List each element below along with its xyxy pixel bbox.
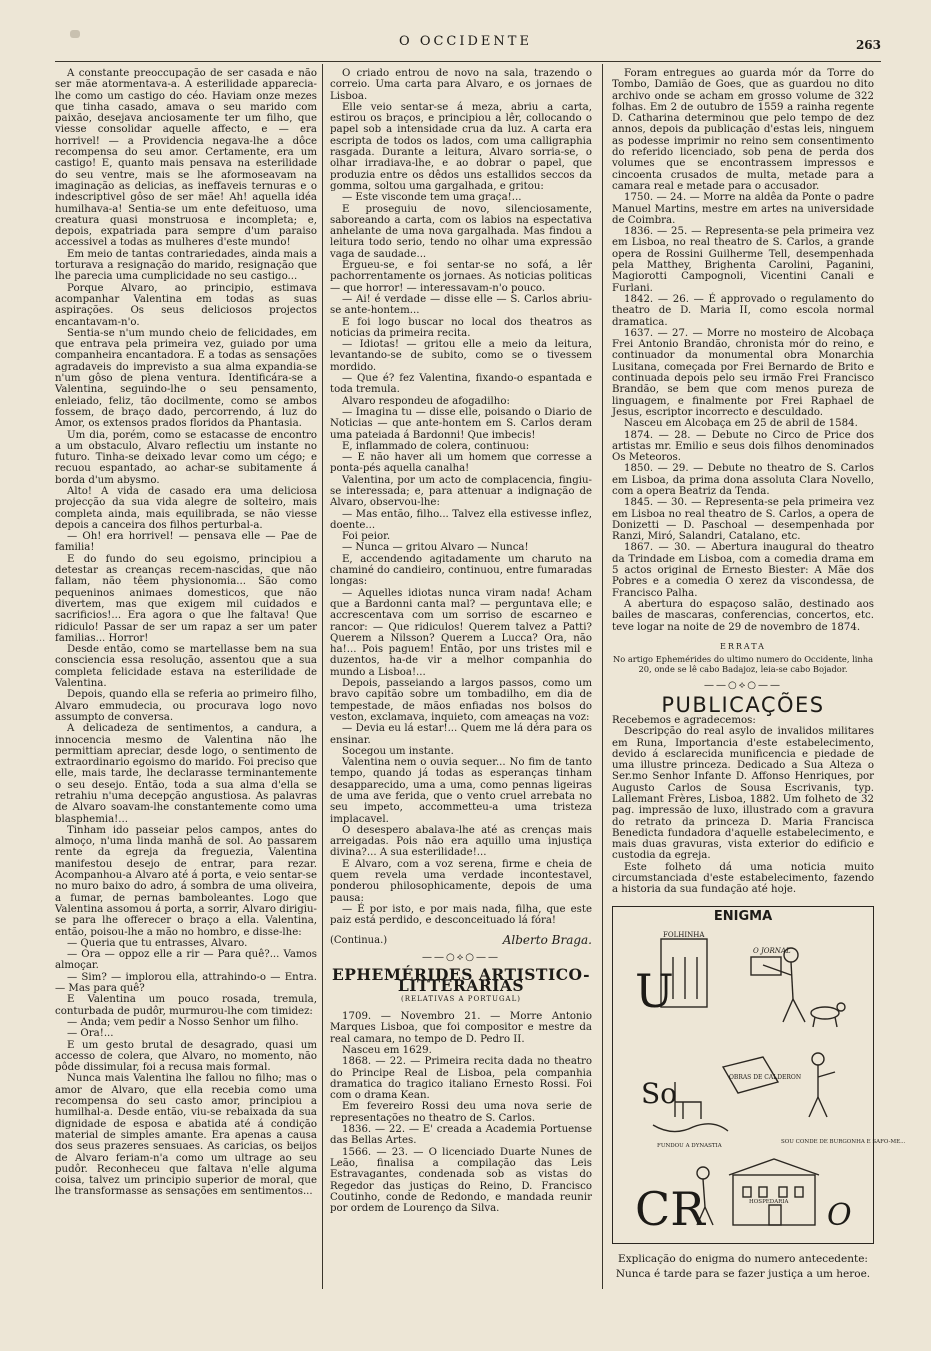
paragraph: Depois, passeiando a largos passos, como um bravo capitão sobre um tombadilho, em dia de tempestade, de mãos enfiadas nos bolsos do veston, exclamava, inquieto, com ameaças na voz: [330,678,592,723]
column-divider [602,64,603,1289]
label-fundou: FUNDOU A DYNASTIA [657,1142,722,1149]
story-signature [330,932,592,947]
paragraph: Alto! A vida de casado era uma deliciosa projecção da sua vida alegre de solteiro, mais completa ainda, mais equilibrada, se não viesse depois a canceira dos filhos perturbal-a. [55,485,317,531]
paragraph: 1842. — 26. — É approvado o regulamento do theatro de D. Maria II, como escola normal dramatica. [612,293,874,328]
column-divider [322,64,323,1289]
jester-figure [697,1167,709,1179]
explicacao-line-2: Nunca é tarde para se fazer justiça a um heroe. [615,1267,871,1280]
label-obras: OBRAS DE CALDERON [729,1073,802,1081]
page-header [0,34,931,56]
column-1 [55,68,317,1290]
publicacoes-title: PUBLICAÇÕES [661,692,825,717]
paragraph: Depois, quando ella se referia ao primeiro filho, Alvaro emmudecia, ou procurava logo novo assumpto de conversa. [55,689,317,723]
paragraph: E Alvaro, com a voz serena, firme e cheia de quem revela uma verdade incontestavel, ponderou philosophicamente, depois de uma pausa: [330,858,592,904]
paragraph: Foi peior. [342,531,391,543]
paragraph: E um gesto brutal de desagrado, quasi um accesso de colera, que Alvaro, no momento, não pôde dissimular, foi a recusa mais formal. [55,1039,317,1074]
letter-so: So [641,1076,678,1110]
paragraph: — Este visconde tem uma graça!... [342,192,522,204]
paragraph: Valentina nem o ouvia sequer... No fim de tanto tempo, quando já todas as esperanças tinham desapparecido, uma a uma, como pennas ligeiras de uma ave ferida, que o vento cruel arrebata no seu impeto, accommetteu-a uma tristeza implacavel. [330,757,592,825]
paragraph: — Sim? — implorou ella, attrahindo-o — Entra. — Mas para quê? [55,971,317,995]
paragraph: Foram entregues ao guarda mór da Torre do Tombo, Damião de Goes, que as guardou no dito archivo onde se acham em grosso volume de 322 folhas. Em 2 de outubro de 1559 a rainha regente D. Catharina determinou que pelo tempo de dez annos, depois da publicação d'estas leis, ninguem as podesse imprimir no reino sem consentimento do referido licenciado, sob pena de perda dos volumes que se encontrassem impressos e cincoenta crusados de multa, metade para a camara real e metade para o accusador. [612,68,874,192]
paragraph: Em meio de tantas contrariedades, ainda mais a torturava a resignação do marido, resignação que lhe parecia uma cumplicidade no seu castigo... [55,248,317,283]
paragraph: E foi logo buscar no local dos theatros as noticias da primeira recita. [330,316,592,339]
enigma-drawing [613,907,906,1243]
paragraph: 1750. — 24. — Morre na aldêa da Ponte o padre Manuel Martins, mestre em artes na universidade de Coimbra. [612,192,874,226]
paragraph: O desespero abalava-lhe até as crenças mais arreigadas. Pois não era aquillo uma injustiça divina?... A sua esterilidade!... [330,824,592,859]
paragraph: — Idiotas! — gritou elle a meio da leitura, levantando-se de subito, como se o tivessem mordido. [330,339,592,373]
letter-o: O [827,1197,852,1233]
paragraph: 1845. — 30. — Representa-se pela primeira vez em Lisboa no real theatro de S. Carlos, a opera de Donizetti — D. Paschoal — desempenhada por Ranzi, Miró, Salandri, Catalano, etc. [612,497,874,543]
paragraph: E do fundo do seu egoismo, principiou a detestar as creanças recem-nascidas, que não fallam, não têem physionomia... São como pequeninos animaes domesticos, que não divertem, mas que exigem mil cuidados e sacrificios!... Era agora o que lhe faltava! Que ridiculo! Passar de ser um rapaz a ser um pater familias... Horror! [55,553,317,644]
paragraph: — Queria que tu entrasses, Alvaro. [67,937,248,949]
letter-cr: CR [635,1181,705,1236]
header-rule [55,61,881,62]
letter-u: U [635,963,674,1018]
ornament-divider: ——○⟡○—— [421,951,501,963]
banner-fundou [653,1123,728,1131]
paragraph: Sentia-se n'um mundo cheio de felicidades, em que entrava pela primeira vez, guiado por uma companheira encantadora. E a todas as sensações agradaveis do imprevisto a sua alma expandia-se n'um gôso de plena ventura. Identificára-se a Valentina, seguindo-lhe o seu pensamento, enleiado, feliz, tão docilmente, como se ambos fossem, de braço dado, percorrendo, á luz do Amor, os extensos prados floridos da Phantasia. [55,327,317,430]
publicacoes-intro: Recebemos e agradecemos: [612,714,756,726]
column-2 [330,68,592,1290]
paragraph: O criado entrou de novo na sala, trazendo o correio. Uma carta para Alvaro, e os jornaes de Lisboa. [330,68,592,102]
journal-title: O OCCIDENTE [399,34,532,49]
paragraph: Desde então, como se martellasse bem na sua consciencia essa resolução, assentou que a sua completa felicidade estava na esterilidade de Valentina. [55,644,317,690]
paragraph: Em fevereiro Rossi deu uma nova serie de representações no theatro de S. Carlos. [330,1101,592,1124]
paragraph: 1850. — 29. — Debute no theatro de S. Carlos em Lisboa, da prima dona assoluta Clara Novello, com a opera Beatriz da Tenda. [612,463,874,497]
paragraph: — Que é? fez Valentina, fixando-o espantada e toda tremula. [330,373,592,396]
paragraph: Porque Alvaro, ao principio, estimava acompanhar Valentina em todas as suas aspirações. Os seus deliciosos projectos encantavam-n'o. [55,282,317,328]
errata-title: ERRATA [720,641,766,651]
paragraph: E, inflammado de colera, continuou: [342,440,530,452]
paragraph: Nasceu em Alcobaça em 25 de abril de 1584. [624,418,858,430]
paragraph: 1566. — 23. — O licenciado Duarte Nunes de Leão, finalisa a compilação das Leis Estravagantes, condenada sob as vistas do Regedor das justiças do Reino, D. Francisco Coutinho, conde de Redondo, e mandada reunir por ordem de Lourenço da Silva. [330,1146,592,1215]
column-3 [612,68,906,1290]
continua-label: (Continua.) [330,934,388,946]
paragraph: Nunca mais Valentina lhe fallou no filho; mas o amor de Alvaro, que ella recebia como uma recompensa do seu casto amor, principiou a humilhal-a. Desde então, viu-se rebaixada da sua dignidade de esposa e abatida até á condição material de simples amante. Era apenas a causa dos seus prazeres sensuaes. As caricias, os beijos de Alvaro feriam-n'a como um ultrage ao seu pudôr. Reconheceu que faltava n'elle alguma coisa, talvez um principio superior de moral, que lhe transformasse as sensações em sentimentos... [55,1073,317,1198]
paragraph: — Ora!... [67,1028,114,1040]
chair [675,1082,701,1119]
paragraph: Elle veio sentar-se á meza, abriu a carta, estirou os braços, e principiou a lêr, collocando o papel sob a intensidade crua da luz. A carta era escripta de todos os lados, com uma calligraphia rasgada. Durante a leitura, Alvaro sorria-se, o olhar irradiava-lhe, e ao dobrar o papel, que produzia entre os dêdos uns estallidos seccos da gomma, soltou uma gargalhada, e gritou: [330,101,592,192]
paragraph: — É por isto, e por mais nada, filha, que este paiz está perdido, e desconceituado lá fóra! [330,903,592,927]
label-hospedaria: HOSPEDARIA [749,1198,789,1205]
paragraph: — Aquelles idiotas nunca viram nada! Acham que a Bardonni canta mal? — perguntava elle; e accrescentava com um sorriso de escarneo e rancor: — Que ridiculos! Querem talvez a Patti? Querem a Nilsson? Querem a Lucca? Ora, não ha!... Pois paguem! Então, por uns tristes mil e duzentos, ha-de vir a melhor companhia do mundo a Lisboa!... [330,587,592,678]
paragraph: — Nunca — gritou Alvaro — Nunca! [342,542,529,554]
paragraph: — Anda; vem pedir a Nosso Senhor um filho. [67,1016,299,1028]
paragraph: — Imagina tu — disse elle, poisando o Diario de Noticias — que ante-hontem em S. Carlos deram uma pateiada á Bardonni! Que imbecis! [330,406,592,441]
paragraph: A constante preoccupação de ser casada e não ser mãe atormentava-a. A esterilidade apparecia-lhe como um castigo do céo. Haviam onze mezes que tinha casado, amava o seu marido com paixão, desejava anciosamente ter um filho, que viesse consolidar aquelle affecto, e — era horrivel! — a Providencia negava-lhe a dôce recompensa do seu amor. Certamente, era um castigo! E, quanto mais pensava na esterilidade do seu ventre, mais se lhe aformoseavam na imaginação as delicias, as ineffaveis ternuras e o indescriptivel gôso de ser mãe! Ah! aquella idéa humilhava-a! Sentia-se um ente defeituoso, uma creatura quasi monstruosa e incompleta; e, depois, expatriada para sempre d'um paraiso accessivel a todas as mulheres d'este mundo! [55,68,317,249]
enigma-explanation [612,1252,874,1282]
label-jornal: O JORNAL [753,946,791,955]
paragraph: 1637. — 27. — Morre no mosteiro de Alcobaça Frei Antonio Brandão, chronista mór do reino, e continuador da monumental obra Monarchia Lusitana, começada por Frei Bernardo de Brito e continuada depois pelo seu irmão Frei Francisco Brandão, se bem que com menos pureza de linguagem, e finalmente por Frei Raphael de Jesus, escriptor incorrecto e desculdado. [612,327,874,418]
explicacao-line-1: Explicação do enigma do numero antecedente: [618,1252,868,1265]
paragraph: Valentina, por um acto de complacencia, fingiu-se interessada; e, para attenuar a indignação de Alvaro, observou-lhe: [330,474,592,509]
paragraph: Este folheto dá uma noticia muito circumstanciada d'este estabelecimento, fazendo a historia da sua fundação até hoje. [612,861,874,896]
paragraph: E, accendendo agitadamente um charuto na chaminé do candieiro, continuou, entre fumaradas longas: [330,553,592,588]
paragraph: E Valentina um pouco rosada, tremula, conturbada de pudôr, murmurou-lhe com timidez: [55,994,317,1017]
enigma-title: ENIGMA [713,908,773,924]
paragraph: 1867. — 30. — Abertura inaugural do theatro da Trindade em Lisboa, com a comedia drama em 5 actos original de Ernesto Biester: A Mãe dos Pobres e a comedia O xerez da viscondessa, de Francisco Palha. [612,542,874,599]
paragraph: A abertura do espaçoso salão, destinado aos bailes de mascaras, conferencias, concertos, etc. teve logar na noite de 29 de novembro de 1874. [612,598,874,633]
ornament-divider: ——○⟡○—— [703,680,783,692]
page-number: 263 [855,38,881,52]
author-name: Alberto Braga. [502,932,592,947]
paragraph: 1868. — 22. — Primeira recita dada no theatro do Principe Real de Lisboa, pela companhia dramatica do tragico italiano Ernesto Rossi. Foi com o drama Kean. [330,1056,592,1102]
paragraph: 1874. — 28. — Debute no Circo de Price dos artistas mr. Emilio e seus dois filhos denominados Os Meteoros. [612,429,874,464]
paragraph: — Oh! era horrivel! — pensava elle — Pae de familia! [55,531,317,554]
ephemerides-title: EPHEMÉRIDES ARTISTICO-LITTERARIAS [331,965,591,996]
paragraph: Ergueu-se, e foi sentar-se no sofá, a lêr pachorrentamente os jornaes. As noticias politicas — que horror! — interessavam-n'o pouco. [330,260,592,294]
paragraph: Socegou um instante. [342,745,454,757]
paragraph: 1709. — Novembro 21. — Morre Antonio Marques Lisboa, que foi compositor e mestre da real camara, no tempo de D. Pedro II. [330,1011,592,1045]
paragraph: — Ai! é verdade — disse elle — S. Carlos abriu-se ante-hontem... [330,293,592,317]
paragraph: E proseguiu de novo, silenciosamente, saboreando a carta, com os labios na espectativa anhelante de uma nova gargalhada. Mas findou a leitura todo serio, tendo no olhar uma expressão vaga de saudade... [330,203,592,260]
paragraph: Um dia, porém, como se estacasse de encontro a um obstaculo, Alvaro reflectiu um instante no futuro. Tinha-se deixado levar como um cégo; e recuou espantado, ao achar-se subitamente á borda d'um abysmo. [55,429,317,486]
errata-text: No artigo Ephemérides do ultimo numero do Occidente, linha 20, onde se lê cabo Badajoz, leia-se cabo Bojador. [612,654,874,674]
paragraph: 1836. — 25. — Representa-se pela primeira vez em Lisboa, no real theatro de S. Carlos, a grande opera de Rossini Guilherme Tell, desempenhada pela Matthey, Brighenta Carolini, Paganini, Magiorotti Campognoli, Vicentini Canali e Furlani. [612,226,874,294]
ephemerides-subtitle: (RELATIVAS A PORTUGAL) [401,994,521,1003]
paragraph: Descripção do real asylo de invalidos militares em Runa, Importancia d'este estabelecimento, devido á esclarecida munificencia e piedade de uma illustre princeza. Dedicado a Sua Alteza o Ser.mo Senhor Infante D. Affonso Henriques, por Augusto Carlos de Sousa Escrivanis, typ. Lallemant Frères, Lisboa, 1882. Um folheto de 32 pag. impressão de luxo, illustrado com a gravura do retrato da princeza D. Maria Francisca Benedicta fundadora d'aquelle estabelecimento, e mais duas gravuras, vista exterior do edificio e custodia da egreja. [612,726,874,862]
enigma-illustration [612,906,906,1244]
paragraph: — Devia eu lá estar!... Quem me lá déra para os ensinar. [330,723,592,746]
label-folhinha: FOLHINHA [663,930,705,939]
paragraph: — E não haver ali um homem que corresse a ponta-pés aquella canalha! [330,452,592,475]
soldier-figure [812,1053,824,1065]
paragraph: — Mas então, filho... Talvez ella estivesse inflez, doente... [330,508,592,531]
paragraph: Nasceu em 1629. [342,1044,432,1056]
paragraph: Tinham ido passeiar pelos campos, antes do almoço, n'uma linda manhã de sol. Ao passarem rente da egreja da freguezia, Valentina manifestou desejo de entrar, para rezar. Acompanhou-a Alvaro até á porta, e veio sentar-se no muro baixo do adro, á sombra de uma oliveira, a fumar, de pernas bamboleantes. Logo que Valentina assomou á porta, a sorrir, Alvaro dirigiu-se para lhe offerecer o braço a ella. Valentina, então, poisou-lhe a mão no hombro, e disse-lhe: [55,824,317,938]
paragraph: 1836. — 22. — E' creada a Academia Portuense das Bellas Artes. [330,1124,592,1147]
paragraph: Alvaro respondeu de afogadilho: [342,395,510,407]
paragraph: — Ora — oppoz elle a rir — Para quê?... Vamos almoçar. [55,949,317,972]
label-sou: SOU CONDE DE BURGONHA E SAFO-ME... [781,1138,906,1145]
paragraph: A delicadeza de sentimentos, a candura, a innocencia mesmo de Valentina não lhe permittiam apreciar, desde logo, o sentimento de extraordinario egoismo do marido. Foi preciso que elle, mais tarde, lhe declarasse terminantemente o seu desejo. Então, toda a sua alma d'ella se retrahiu n'uma decepção angustiosa. As palavras de Alvaro soavam-lhe constantemente como uma blasphemia!... [55,723,317,825]
